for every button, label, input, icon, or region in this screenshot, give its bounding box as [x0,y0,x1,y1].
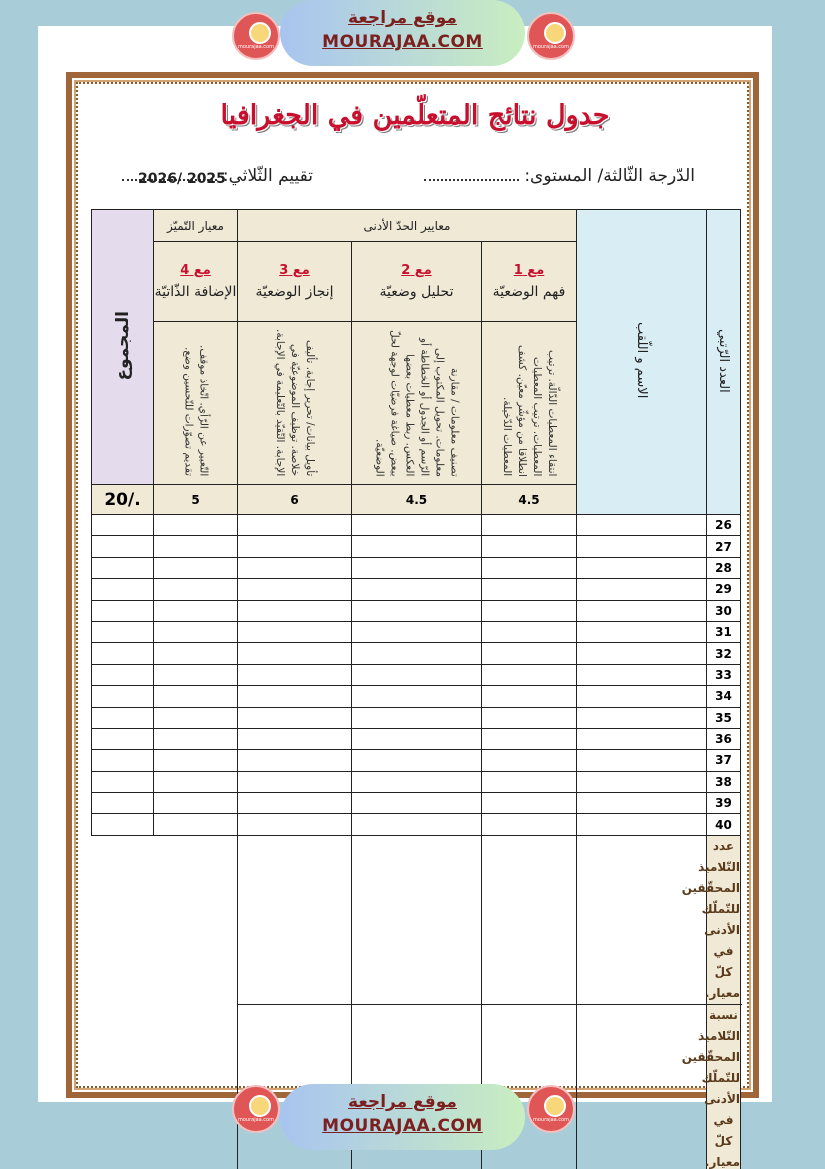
grade-cell[interactable] [238,793,352,814]
table-row [92,557,741,578]
table-row [92,814,741,835]
grade-cell[interactable] [577,664,707,685]
count-cell[interactable] [482,835,577,1004]
table-row [92,536,741,557]
table-row [92,664,741,685]
grade-cell[interactable] [238,621,352,642]
grade-cell[interactable] [352,621,482,642]
excellence-header: معيار التّميّز [154,210,238,242]
table-row [92,750,741,771]
row-number: 39 [707,793,741,814]
grade-cell[interactable] [482,814,577,835]
grade-cell[interactable] [482,557,577,578]
grade-cell[interactable] [577,728,707,749]
grade-cell[interactable] [238,771,352,792]
criterion-2: مع 2 تحليل وضعيّة [352,242,482,322]
table-row [92,515,741,536]
grade-cell[interactable] [352,600,482,621]
grade-cell[interactable] [238,814,352,835]
grade-cell[interactable] [482,621,577,642]
grade-cell[interactable] [482,771,577,792]
grade-cell[interactable] [352,750,482,771]
grade-cell[interactable] [238,579,352,600]
grade-cell[interactable] [482,600,577,621]
count-cell[interactable] [577,835,707,1004]
grade-cell[interactable] [482,515,577,536]
grade-cell[interactable] [238,515,352,536]
site-badge-bottom[interactable] [280,1084,525,1150]
grade-cell[interactable] [482,536,577,557]
grade-cell[interactable] [352,771,482,792]
grade-cell[interactable] [154,793,238,814]
site-logo-icon: mourajaa.com [527,1085,575,1133]
grade-cell[interactable] [482,643,577,664]
grade-cell[interactable] [92,600,154,621]
grade-cell[interactable] [482,664,577,685]
grade-cell[interactable] [577,600,707,621]
grade-cell[interactable] [92,643,154,664]
criterion-4: مع 4 الإضافة الذّاتيّة [154,242,238,322]
grade-cell[interactable] [577,686,707,707]
row-number: 40 [707,814,741,835]
grade-cell[interactable] [92,686,154,707]
count-cell[interactable] [238,835,352,1004]
site-logo-icon: mourajaa.com [527,12,575,60]
site-logo-icon: mourajaa.com [232,1085,280,1133]
grade-cell[interactable] [238,600,352,621]
grade-cell[interactable] [577,621,707,642]
grade-cell[interactable] [238,750,352,771]
grade-cell[interactable] [238,643,352,664]
table-row [92,621,741,642]
grade-cell[interactable] [92,557,154,578]
table-row [92,643,741,664]
row-number: 34 [707,686,741,707]
row-number: 35 [707,707,741,728]
grade-cell[interactable] [352,557,482,578]
grade-cell[interactable] [352,664,482,685]
grade-cell[interactable] [154,515,238,536]
grade-cell[interactable] [482,686,577,707]
grade-cell[interactable] [352,793,482,814]
criterion-4-desc: التّعبير عن الرّأي. اتّخاذ موقف. تقديم تصوّرات للتّحسين وضع. [154,322,238,485]
grade-cell[interactable] [154,686,238,707]
site-name-en: MOURAJAA.COM [322,32,483,52]
total-score: 20/. [92,485,154,515]
grade-cell[interactable] [352,643,482,664]
grade-cell[interactable] [154,664,238,685]
table-row [92,579,741,600]
grade-cell[interactable] [577,771,707,792]
grade-cell[interactable] [352,515,482,536]
grade-cell[interactable] [577,814,707,835]
table-row [92,686,741,707]
row-number: 26 [707,515,741,536]
grade-cell[interactable] [352,707,482,728]
site-name-en: MOURAJAA.COM [322,1116,483,1136]
grade-cell[interactable] [154,814,238,835]
grade-cell[interactable] [577,536,707,557]
table-row [92,793,741,814]
grade-cell[interactable] [577,707,707,728]
percent-label: نسبة التّلاميذ المحقّقين للتّملّك الأدنى في كلّ معيار. [707,1004,741,1169]
criterion-1: مع 1 فهم الوضعيّة [482,242,577,322]
grade-cell[interactable] [352,728,482,749]
results-table [91,209,741,1169]
grade-cell[interactable] [577,643,707,664]
criterion-3-score: 6 [238,485,352,515]
grade-cell[interactable] [92,707,154,728]
grade-cell[interactable] [238,707,352,728]
grade-cell[interactable] [352,814,482,835]
grade-cell[interactable] [154,579,238,600]
criterion-2-desc: تصنيف معلومات / مقارنة معلومات. تحويل المكتوب إلى الرّسم أو الجدول أو الخطاطة أو العكس. ربط معطيات بعضها ببعض. صياغة فرضيّات لوجهة لحلّ الوضعيّة. [352,322,482,485]
row-number: 31 [707,621,741,642]
grade-cell[interactable] [352,579,482,600]
grade-cell[interactable] [92,728,154,749]
table-row [92,771,741,792]
site-badge-top[interactable] [280,0,525,66]
grade-cell[interactable] [154,750,238,771]
row-number: 38 [707,771,741,792]
grade-cell[interactable] [238,536,352,557]
grade-cell[interactable] [577,557,707,578]
name-header: الاسم و اللّقب [577,210,707,515]
grade-cell[interactable] [238,686,352,707]
site-logo-icon: mourajaa.com [232,12,280,60]
criterion-2-score: 4.5 [352,485,482,515]
order-header: العدد الرّتبي [707,210,741,515]
grade-cell[interactable] [154,728,238,749]
row-number: 29 [707,579,741,600]
grade-cell[interactable] [154,707,238,728]
page-title: جدول نتائج المتعلّمين في الجغرافيا [220,100,610,131]
criterion-3: مع 3 إنجاز الوضعيّة [238,242,352,322]
grade-cell[interactable] [154,557,238,578]
grade-cell[interactable] [577,579,707,600]
grade-cell[interactable] [92,664,154,685]
criterion-4-score: 5 [154,485,238,515]
count-cell[interactable] [352,835,482,1004]
criterion-1-score: 4.5 [482,485,577,515]
criterion-3-desc: تأويل بيانات/ تحرير إجابة. تأليف خلاصة. توظيف الموضوعيّة في الإجابة. التّقيّد بالتّعليمة في الإجابة. [238,322,352,485]
grade-cell[interactable] [92,579,154,600]
grade-cell[interactable] [482,579,577,600]
grade-cell[interactable] [352,536,482,557]
grade-cell[interactable] [92,814,154,835]
grade-cell[interactable] [482,728,577,749]
count-label: عدد التّلاميذ المحقّقين للتّملّك الأدنى في كلّ معيار. [707,835,741,1004]
percent-cell[interactable] [577,1004,707,1169]
grade-cell[interactable] [154,621,238,642]
row-number: 37 [707,750,741,771]
grade-cell[interactable] [154,643,238,664]
row-number: 27 [707,536,741,557]
table-row [92,707,741,728]
grade-cell[interactable] [352,686,482,707]
grade-cell[interactable] [92,750,154,771]
table-row [92,600,741,621]
grade-cell[interactable] [92,536,154,557]
grade-cell[interactable] [238,664,352,685]
grade-cell[interactable] [154,600,238,621]
grade-cell[interactable] [238,728,352,749]
grade-cell[interactable] [92,771,154,792]
row-number: 28 [707,557,741,578]
grade-cell[interactable] [577,793,707,814]
row-number: 36 [707,728,741,749]
total-header: المجموع [92,210,154,485]
site-name-ar: موقع مراجعة [348,1092,457,1112]
minimum-header: معايير الحدّ الأدنى [238,210,577,242]
grade-cell[interactable] [92,515,154,536]
level-field: الدّرجة الثّالثة/ المستوى: [424,166,695,192]
grade-cell[interactable] [482,750,577,771]
grade-cell[interactable] [238,557,352,578]
grade-cell[interactable] [482,793,577,814]
evaluation-field: تقييم الثّلاثي: [122,166,313,192]
school-year: 2026/ 2025 [138,171,226,187]
grade-cell[interactable] [154,536,238,557]
table-row [92,728,741,749]
row-number: 32 [707,643,741,664]
grade-cell[interactable] [92,793,154,814]
grade-cell[interactable] [92,621,154,642]
row-number: 30 [707,600,741,621]
grade-cell[interactable] [482,707,577,728]
grade-cell[interactable] [577,515,707,536]
site-name-ar: موقع مراجعة [348,8,457,28]
grade-cell[interactable] [154,771,238,792]
criterion-1-desc: انتقاء المعطيات الدّالّة. ترتيب المعطيات. ترتيب المعطيات انطلاقا من مؤشّر معيّن. كشف المعطيات الدّخيلة. [482,322,577,485]
grade-cell[interactable] [577,750,707,771]
row-number: 33 [707,664,741,685]
